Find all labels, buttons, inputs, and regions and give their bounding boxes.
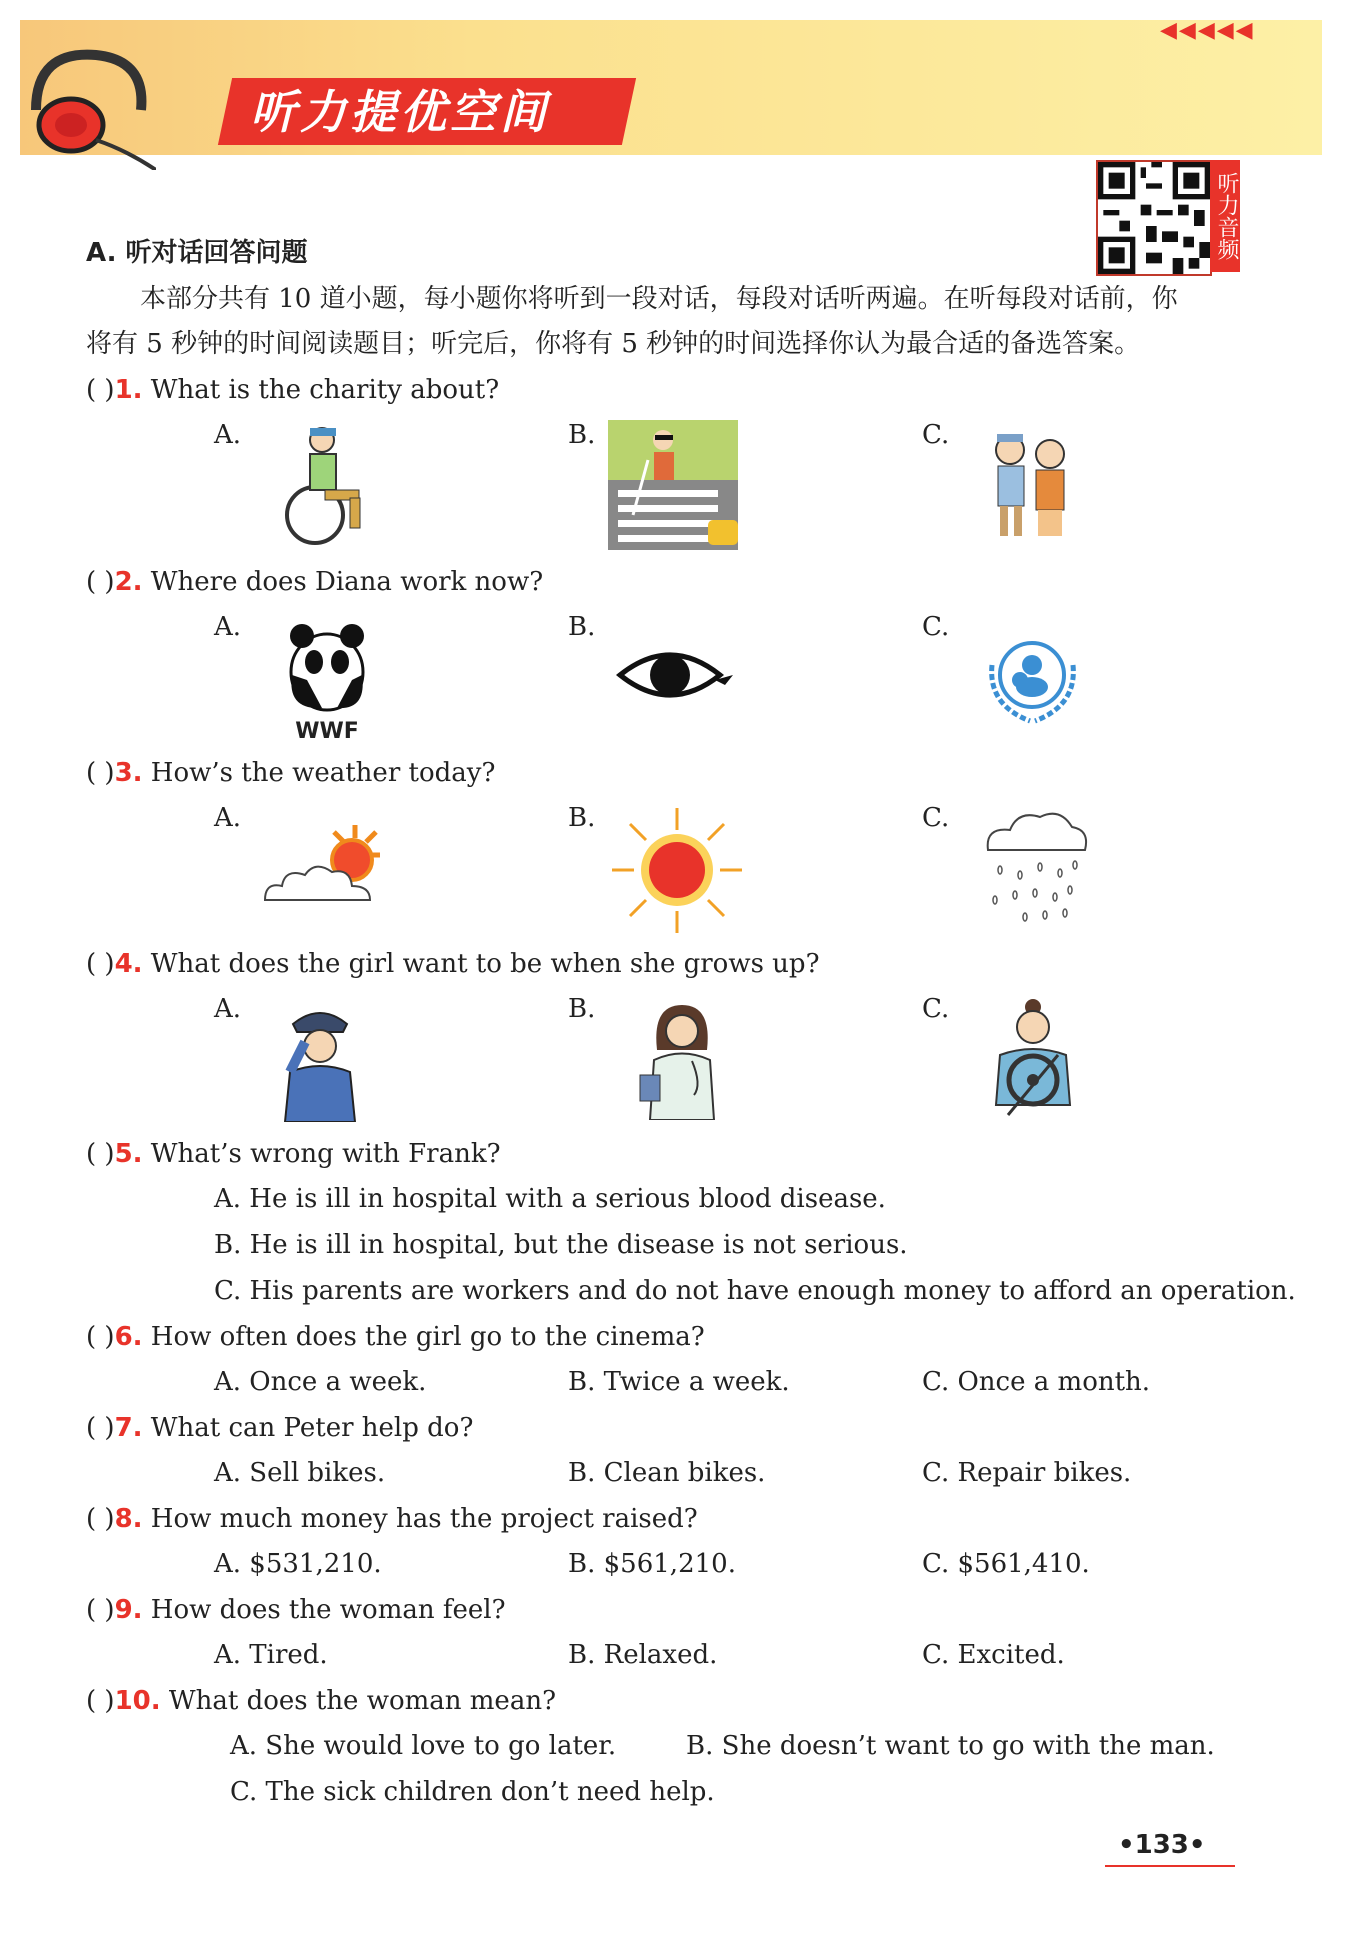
sun-icon[interactable]: [612, 808, 742, 933]
wwf-logo-text: WWF: [295, 719, 359, 744]
blind-crossing-icon[interactable]: [608, 420, 738, 550]
option-label: B.: [568, 994, 596, 1024]
wheelchair-person-icon[interactable]: [270, 420, 390, 550]
elderly-couple-icon[interactable]: [980, 430, 1100, 560]
option-c: C. Excited.: [922, 1640, 1065, 1670]
question-number: 6.: [114, 1322, 143, 1352]
question-number: 3.: [114, 758, 143, 788]
option-a: A. $531,210.: [214, 1549, 382, 1579]
answer-blank[interactable]: ( ): [86, 1595, 115, 1625]
question-row: [86, 1499, 698, 1539]
option-b: B. He is ill in hospital, but the disease is not serious.: [214, 1230, 908, 1260]
driver-steering-wheel-icon[interactable]: [978, 995, 1088, 1120]
police-officer-icon[interactable]: [265, 1002, 375, 1122]
question-row: [86, 1681, 556, 1721]
option-c: C. $561,410.: [922, 1549, 1090, 1579]
eye-plane-icon[interactable]: [615, 635, 735, 715]
question-text: How does the woman feel?: [150, 1595, 506, 1625]
answer-blank[interactable]: ( ): [86, 758, 115, 788]
question-row: [86, 370, 499, 410]
option-label: A.: [214, 420, 242, 450]
option-label: B.: [568, 612, 596, 642]
sun-behind-cloud-icon[interactable]: [260, 820, 390, 910]
option-label: C.: [922, 612, 950, 642]
answer-blank[interactable]: ( ): [86, 949, 115, 979]
option-a: A. He is ill in hospital with a serious blood disease.: [214, 1184, 886, 1214]
option-c: C. His parents are workers and do not have enough money to afford an operation.: [214, 1276, 1296, 1306]
question-row: [86, 1590, 506, 1630]
page-number-underline: [1105, 1865, 1235, 1867]
option-b: B. She doesn’t want to go with the man.: [686, 1731, 1215, 1761]
qr-code-icon[interactable]: [1096, 160, 1212, 276]
question-row: [86, 1317, 705, 1357]
question-text: What does the woman mean?: [168, 1686, 557, 1716]
answer-blank[interactable]: ( ): [86, 1686, 115, 1716]
option-label: B.: [568, 420, 596, 450]
option-label: C.: [922, 803, 950, 833]
option-c: C. Once a month.: [922, 1367, 1151, 1397]
answer-blank[interactable]: ( ): [86, 375, 115, 405]
rain-cloud-icon[interactable]: [980, 805, 1090, 935]
question-number: 7.: [114, 1413, 143, 1443]
option-a: A. Once a week.: [214, 1367, 427, 1397]
qr-label: 听力音频: [1210, 160, 1240, 272]
option-a: A. She would love to go later.: [230, 1731, 617, 1761]
section-intro-line-1: 本部分共有 10 道小题，每小题你将听到一段对话，每段对话听两遍。在听每段对话前，你: [140, 284, 1178, 314]
option-label: A.: [214, 612, 242, 642]
question-row: [86, 1408, 473, 1448]
question-number: 9.: [114, 1595, 143, 1625]
banner-title: 听力提优空间: [250, 85, 550, 139]
option-a: A. Sell bikes.: [214, 1458, 386, 1488]
wwf-panda-logo-icon[interactable]: [282, 620, 372, 744]
question-number: 5.: [114, 1139, 143, 1169]
option-label: B.: [568, 803, 596, 833]
doctor-icon[interactable]: [632, 995, 732, 1120]
question-text: What’s wrong with Frank?: [150, 1139, 501, 1169]
arrows-decoration-icon: ◀◀◀◀◀: [1160, 18, 1255, 43]
question-text: How much money has the project raised?: [150, 1504, 698, 1534]
question-text: What can Peter help do?: [150, 1413, 474, 1443]
option-b: B. $561,210.: [568, 1549, 736, 1579]
section-banner: [20, 20, 1322, 155]
option-label: A.: [214, 803, 242, 833]
answer-blank[interactable]: ( ): [86, 1322, 115, 1352]
question-number: 1.: [114, 375, 143, 405]
question-text: What does the girl want to be when she grows up?: [150, 949, 820, 979]
question-number: 2.: [114, 567, 143, 597]
headphone-icon: [16, 40, 156, 170]
option-b: B. Clean bikes.: [568, 1458, 766, 1488]
section-intro-line-2: 将有 5 秒钟的时间阅读题目；听完后，你将有 5 秒钟的时间选择你认为最合适的备选答案。: [86, 329, 1141, 359]
section-title: A. 听对话回答问题: [86, 238, 308, 268]
unicef-logo-icon[interactable]: [980, 625, 1085, 725]
question-number: 10.: [114, 1686, 161, 1716]
answer-blank[interactable]: ( ): [86, 567, 115, 597]
question-text: How often does the girl go to the cinema?: [150, 1322, 705, 1352]
question-text: Where does Diana work now?: [150, 567, 544, 597]
option-label: A.: [214, 994, 242, 1024]
question-text: How’s the weather today?: [150, 758, 496, 788]
answer-blank[interactable]: ( ): [86, 1139, 115, 1169]
option-a: A. Tired.: [214, 1640, 328, 1670]
option-c: C. The sick children don’t need help.: [230, 1777, 715, 1807]
question-row: [86, 1134, 501, 1174]
option-b: B. Twice a week.: [568, 1367, 790, 1397]
question-row: [86, 944, 820, 984]
question-row: [86, 562, 543, 602]
option-c: C. Repair bikes.: [922, 1458, 1132, 1488]
option-label: C.: [922, 420, 950, 450]
question-number: 8.: [114, 1504, 143, 1534]
answer-blank[interactable]: ( ): [86, 1413, 115, 1443]
question-row: [86, 753, 495, 793]
option-b: B. Relaxed.: [568, 1640, 718, 1670]
question-number: 4.: [114, 949, 143, 979]
page-number: •133•: [1118, 1830, 1206, 1860]
answer-blank[interactable]: ( ): [86, 1504, 115, 1534]
option-label: C.: [922, 994, 950, 1024]
question-text: What is the charity about?: [150, 375, 500, 405]
